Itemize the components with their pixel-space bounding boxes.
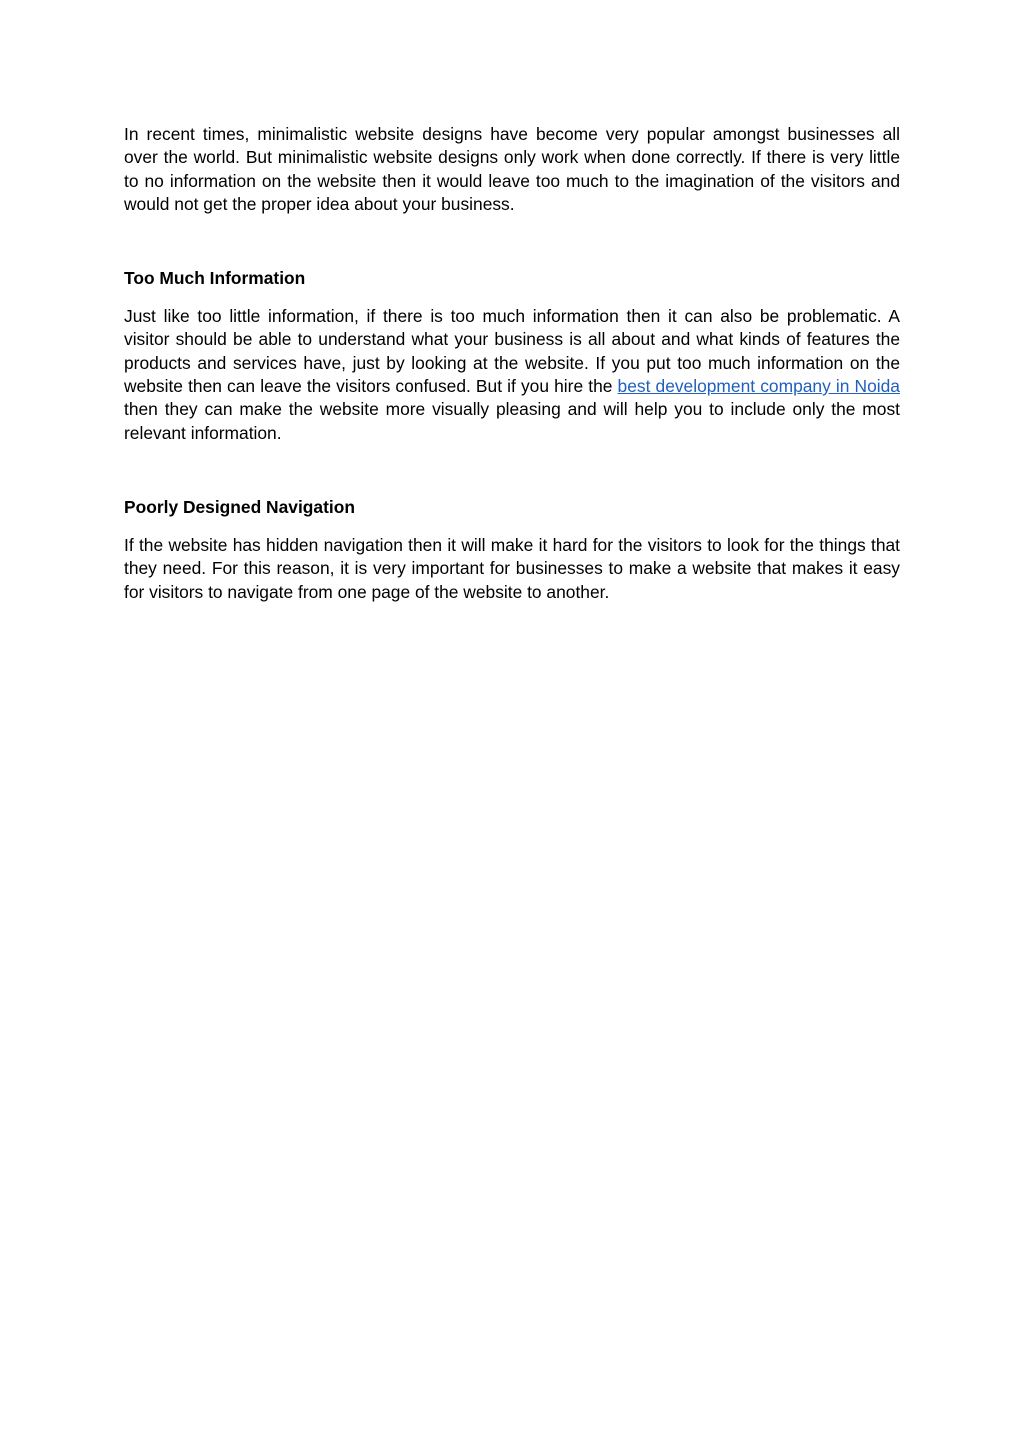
intro-paragraph: In recent times, minimalistic website designs have become very popular amongst businesses all over the world. But minimalistic website designs only work when done correctly. If there is very little to no information on the website then it would leave too much to the imagination of the visitors and would not get the proper idea about your business.: [124, 124, 900, 214]
navigation-paragraph: If the website has hidden navigation then it will make it hard for the visitors to look for the things that they need. For this reason, it is very important for businesses to make a website that makes it easy for visitors to navigate from one page of the website to another.: [124, 534, 900, 602]
paragraph-text-after-link: then they can make the website more visually pleasing and will help you to include only the most relevant information.: [124, 399, 900, 443]
too-much-information-paragraph: [124, 305, 900, 445]
development-company-link[interactable]: best development company in Noida: [617, 376, 900, 397]
section-heading-too-much-information: Too Much Information: [124, 268, 306, 289]
paragraph-text-before-link: Just like too little information, if there is too much information then it can also be problematic. A visitor should be able to understand what your business is all about and what kinds of features the products and services have, just by looking at the website. If you put too much information on the website then can leave the visitors confused. But if you hire the: [124, 306, 900, 397]
section-heading-poorly-designed-navigation: Poorly Designed Navigation: [124, 496, 355, 517]
document-page: [124, 123, 900, 604]
